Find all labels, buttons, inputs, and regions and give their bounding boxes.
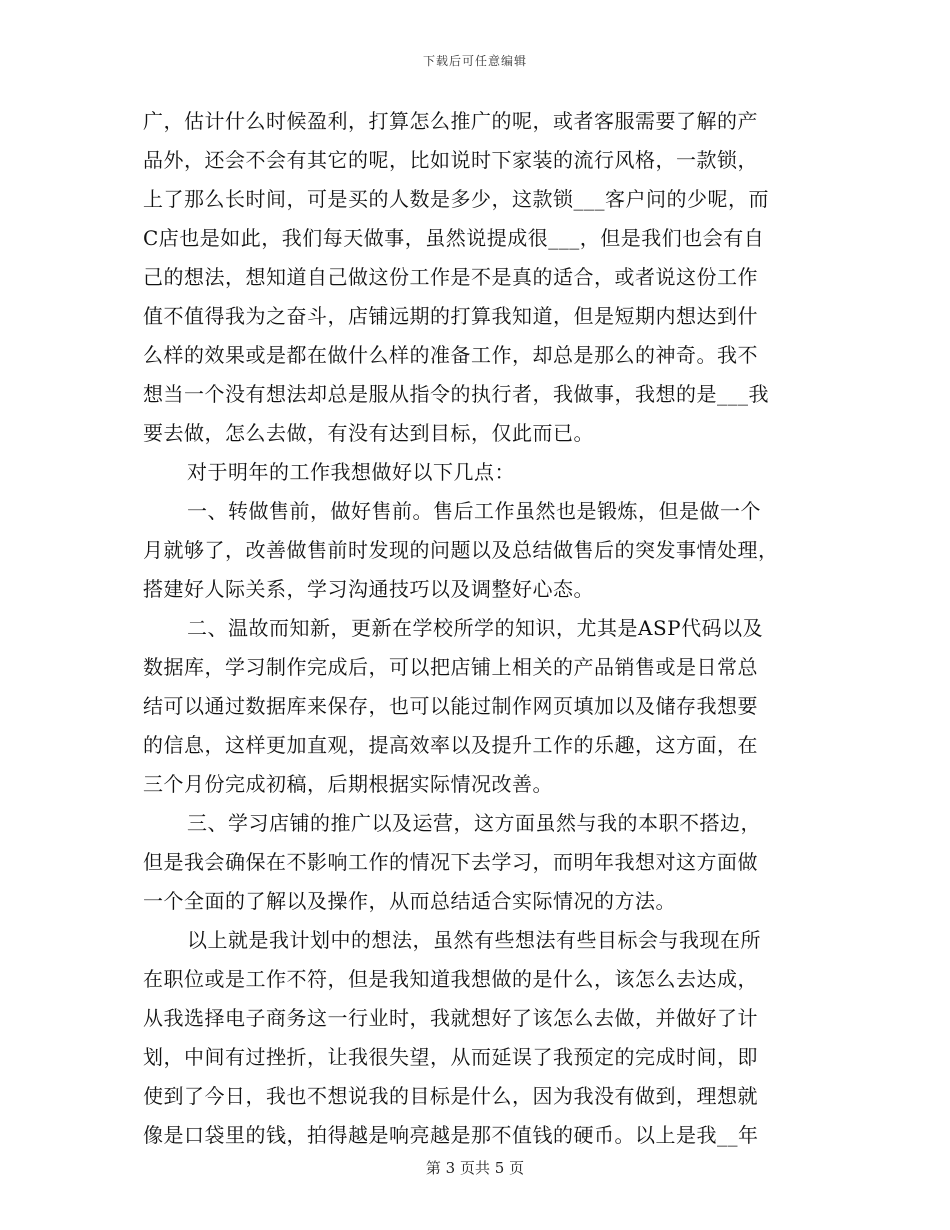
text-line: 一个全面的了解以及操作，从而总结适合实际情况的方法。 xyxy=(143,889,676,913)
text-line: 月就够了，改善做售前时发现的问题以及总结做售后的突发事情处理， xyxy=(143,538,779,562)
text-line: 想当一个没有想法却总是服从指令的执行者，我做事，我想的是___我 xyxy=(143,382,769,406)
document-body xyxy=(143,102,808,1155)
text-line: 的信息，这样更加直观，提高效率以及提升工作的乐趣，这方面，在 xyxy=(143,733,758,757)
text-line: 要去做，怎么去做，有没有达到目标，仅此而已。 xyxy=(143,421,594,445)
text-line: 从我选择电子商务这一行业时，我就想好了该怎么去做，并做好了计 xyxy=(143,1006,758,1030)
text-line: 值不值得我为之奋斗，店铺远期的打算我知道，但是短期内想达到什 xyxy=(143,304,758,328)
text-line: C店也是如此，我们每天做事，虽然说提成很___，但是我们也会有自 xyxy=(143,226,765,250)
text-line: 品外，还会不会有其它的呢，比如说时下家装的流行风格，一款锁， xyxy=(143,148,758,172)
paragraph-start-line: 以上就是我计划中的想法，虽然有些想法有些目标会与我现在所 xyxy=(187,928,761,952)
text-line: 己的想法，想知道自己做这份工作是不是真的适合，或者说这份工作 xyxy=(143,265,758,289)
text-line: 划，中间有过挫折，让我很失望，从而延误了我预定的完成时间，即 xyxy=(143,1045,758,1069)
page-footer: 第 3 页共 5 页 xyxy=(425,1159,525,1177)
paragraph-start-line: 一、转做售前，做好售前。售后工作虽然也是锻炼，但是做一个 xyxy=(187,499,761,523)
text-line: 广，估计什么时候盈利，打算怎么推广的呢，或者客服需要了解的产 xyxy=(143,109,758,133)
paragraph-start-line: 二、温故而知新，更新在学校所学的知识，尤其是ASP代码以及 xyxy=(187,616,764,640)
text-line: 使到了今日，我也不想说我的目标是什么，因为我没有做到，理想就 xyxy=(143,1084,758,1108)
paragraph-start-line: 对于明年的工作我想做好以下几点： xyxy=(187,460,515,484)
text-line: 上了那么长时间，可是买的人数是多少，这款锁___客户问的少呢，而 xyxy=(143,187,769,211)
text-line: 三个月份完成初稿，后期根据实际情况改善。 xyxy=(143,772,553,796)
text-line: 但是我会确保在不影响工作的情况下去学习，而明年我想对这方面做 xyxy=(143,850,758,874)
text-line: 结可以通过数据库来保存，也可以能过制作网页填加以及储存我想要 xyxy=(143,694,758,718)
text-line: 像是口袋里的钱，拍得越是响亮越是那不值钱的硬币。以上是我__年 xyxy=(143,1123,759,1147)
text-line: 搭建好人际关系，学习沟通技巧以及调整好心态。 xyxy=(143,577,594,601)
paragraph-start-line: 三、学习店铺的推广以及运营，这方面虽然与我的本职不搭边， xyxy=(187,811,761,835)
text-line: 数据库，学习制作完成后，可以把店铺上相关的产品销售或是日常总 xyxy=(143,655,758,679)
page-header: 下载后可任意编辑 xyxy=(422,54,527,68)
text-line: 在职位或是工作不符，但是我知道我想做的是什么，该怎么去达成， xyxy=(143,967,758,991)
text-line: 么样的效果或是都在做什么样的准备工作，却总是那么的神奇。我不 xyxy=(143,343,758,367)
